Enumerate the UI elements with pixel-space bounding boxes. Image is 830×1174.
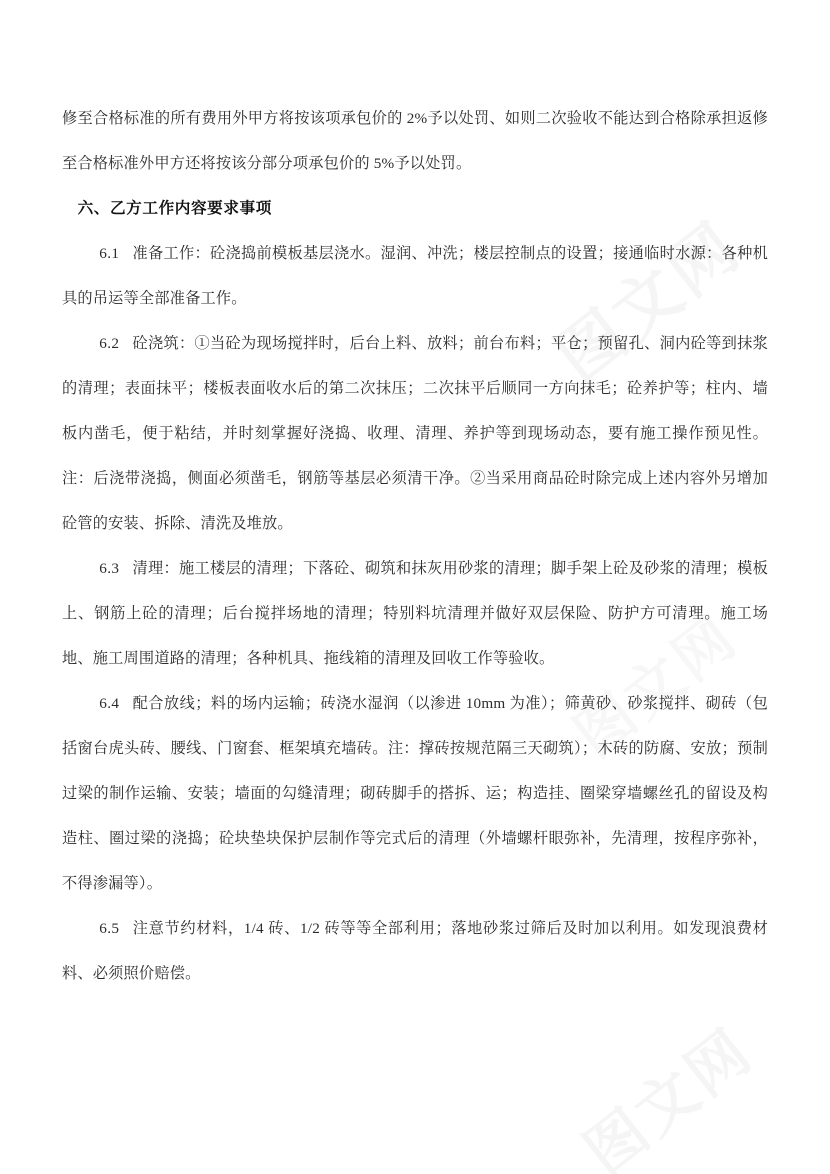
watermark-text <box>564 1005 768 1174</box>
clause-6-5 <box>62 906 768 996</box>
clause-6-4 <box>62 681 768 906</box>
clause-number: 6.3 <box>99 560 120 577</box>
continued-paragraph: 修至合格标准的所有费用外甲方将按该项承包价的 2%予以处罚、如则二次验收不能达到合格除承担返修至合格标准外甲方还将按该分部分项承包价的 5%予以处罚。 <box>62 110 768 172</box>
clause-text: 配合放线；料的场内运输；砖浇水湿润（以渗进 10mm 为准）；筛黄砂、砂浆搅拌、砌砖（包括窗台虎头砖、腰线、门窗套、框架填充墙砖。注：撑砖按规范隔三天砌筑）；木砖的防腐、安放；预制过梁的制作运输、安装；墙面的勾缝清理；砌砖脚手的搭拆、运；构造挂、圈梁穿墙螺丝孔的留设及构造柱、圈过梁的浇捣；砼块垫块保护层制作等完式后的清理（外墙螺杆眼弥补，先清理，按程序弥补，不得渗漏等）。 <box>62 695 768 892</box>
clause-number: 6.2 <box>99 335 120 352</box>
clause-number: 6.4 <box>99 695 120 712</box>
section-heading-six: 六、乙方工作内容要求事项 <box>77 200 272 217</box>
clause-text: 清理：施工楼层的清理；下落砼、砌筑和抹灰用砂浆的清理；脚手架上砼及砂浆的清理；模板上、钢筋上砼的清理；后台搅拌场地的清理；特别料坑清理并做好双层保险、防护方可清理。施工场地、施工周围道路的清理；各种机具、拖线箱的清理及回收工作等验收。 <box>62 560 768 667</box>
clause-6-2 <box>62 321 768 546</box>
clause-text: 准备工作：砼浇捣前模板基层浇水。湿润、冲洗；楼层控制点的设置；接通临时水源：各种机具的吊运等全部准备工作。 <box>62 245 768 307</box>
clause-number: 6.1 <box>99 245 120 262</box>
clause-text: 注意节约材料，1/4 砖、1/2 砖等等全部利用；落地砂浆过筛后及时加以利用。如发现浪费材料、必须照价赔偿。 <box>62 920 768 982</box>
clause-number: 6.5 <box>99 920 120 937</box>
clause-6-1 <box>62 231 768 321</box>
clause-6-3 <box>62 546 768 681</box>
clause-text: 砼浇筑：①当砼为现场搅拌时，后台上料、放料；前台布料；平仓；预留孔、洞内砼等到抹浆的清理；表面抹平；楼板表面收水后的第二次抹压；二次抹平后顺同一方向抹毛；砼养护等；柱内、墙板内凿毛，便于粘结，并时刻掌握好浇捣、收理、清理、养护等到现场动态，要有施工操作预见性。注：后浇带浇捣，侧面必须凿毛，钢筋等基层必须清干净。②当采用商品砼时除完成上述内容外另增加砼管的安装、拆除、清洗及堆放。 <box>62 335 768 532</box>
